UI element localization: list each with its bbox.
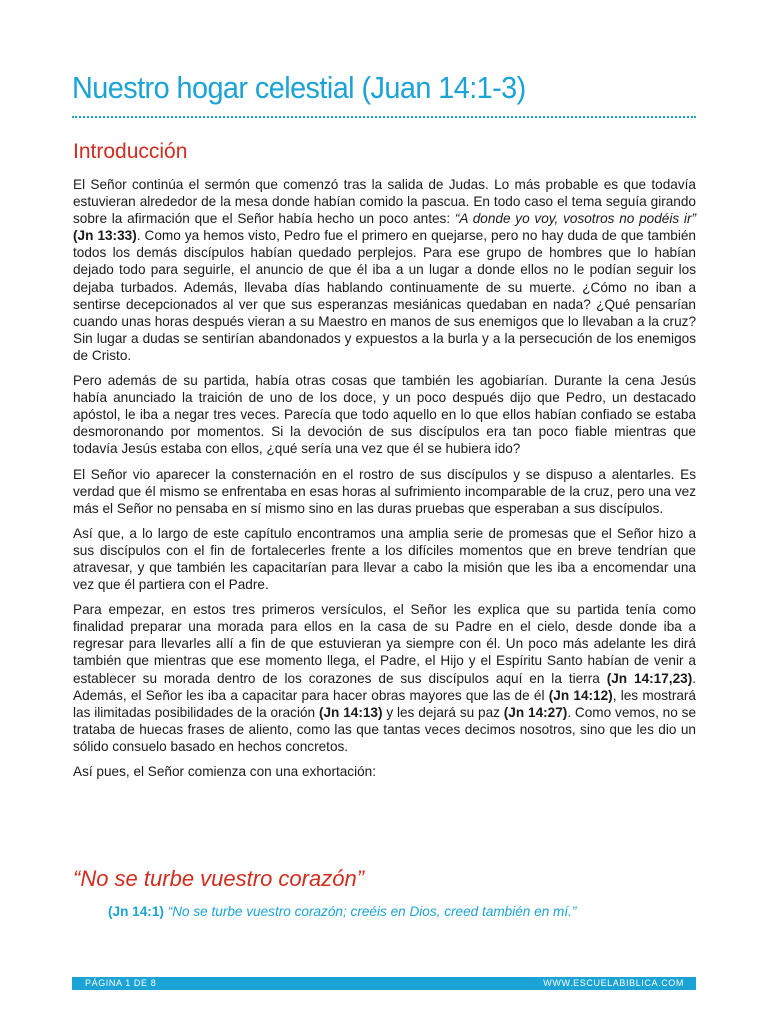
scripture-quote: “A donde yo voy, vosotros no podéis ir” [454,211,696,227]
website-link[interactable]: WWW.ESCUELABIBLICA.COM [543,978,684,988]
page-number: PÁGINA 1 DE 8 [85,978,157,988]
paragraph-5-text-d: y les dejará su paz [382,704,504,720]
paragraph-5-text-a: Para empezar, en estos tres primeros versículos, el Señor les explica que su partida tenía como finalidad preparar una morada para ellos en la casa de su Padre en el cielo, desde donde iba a regresar para llevarles allí a fin de que estuvieran ya siempre con él. Un poco más adelante les dirá también que mientras que ese momento llega, el Padre, el Hijo y el Espíritu Santo habían de venir a establecer su morada dentro de los corazones de sus discípulos aquí en la tierra [73,602,696,686]
section-heading-introduccion: Introducción [73,140,188,163]
scripture-reference: (Jn 13:33) [73,228,137,244]
subheading-no-se-turbe: “No se turbe vuestro corazón” [73,866,365,891]
paragraph-5-text-b: . Además, el Señor les iba a capacitar para hacer obras mayores que las de él [73,670,697,703]
paragraph-6: Así pues, el Señor comienza con una exhortación: [73,764,377,779]
scripture-reference: (Jn 14:27) [503,704,568,720]
body-text [73,176,696,788]
paragraph-5 [73,601,696,755]
scripture-reference: (Jn 14:13) [318,704,383,720]
paragraph-2: Pero además de su partida, había otras cosas que también les agobiarían. Durante la cena Jesús había anunciado la traición de uno de los doce, y un poco después dijo que Pedro, un destacado apóstol, le iba a negar tres veces. Parecía que todo aquello en lo que ellos habían confiado se estaba desmoronando por momentos. Si la devoción de sus discípulos era tan poco fiable mientras que todavía Jesús estaba con ellos, ¿qué sería una vez que él se hubiera ido? [73,373,696,457]
verse-text: “No se turbe vuestro corazón; creéis en Dios, creed también en mí.” [167,904,577,919]
paragraph-1-text-b: . Como ya hemos visto, Pedro fue el primero en quejarse, pero no hay duda de que también todos los demás discípulos habían quedado perplejos. Para ese grupo de hombres que lo habían dejado todo para seguirle, el anuncio de que él iba a un lugar a donde ellos no le podían seguir los dejaba turbados. Además, llevaba días hablando continuamente de su muerte. ¿Cómo no iban a sentirse decepcionados al ver que sus esperanzas mesiánicas quedaban en nada? ¿Qué pensarían cuando unas horas después vieran a su Maestro en manos de sus enemigos que lo llevaban a la cruz? Sin lugar a dudas se sentirían abandonados y expuestos a la burla y a la persecución de los enemigos de Cristo. [73,228,696,363]
title-divider [72,116,696,118]
paragraph-5-text-e: . Como vemos, no se trataba de huecas frases de aliento, como las que tantas veces decimos nosotros, sino que les dio un sólido consuelo basado en hechos concretos. [73,704,697,754]
paragraph-3: El Señor vio aparecer la consternación en el rostro de sus discípulos y se dispuso a alentarles. Es verdad que él mismo se enfrentaba en esas horas al sufrimiento incomparable de la cruz, pero una vez más el Señor no pensaba en sí mismo sino en las duras pruebas que esperaban a sus discípulos. [73,466,696,516]
footer-bar [72,977,696,990]
verse-reference: (Jn 14:1) [108,904,164,919]
paragraph-1-text-a: El Señor continúa el sermón que comenzó tras la salida de Judas. Lo más probable es que todavía estuvieran alrededor de la mesa donde habían comido la pascua. En todo caso el tema seguía girando sobre la afirmación que el Señor había hecho un poco antes: [73,177,696,227]
paragraph-4: Así que, a lo largo de este capítulo encontramos una amplia serie de promesas que el Señor hizo a sus discípulos con el fin de fortalecerles frente a los difíciles momentos que en breve tendrían que atravesar, y que también les capacitarían para llevar a cabo la misión que les iba a encomendar una vez que él partiera con el Padre. [73,525,696,593]
scripture-reference: (Jn 14:17,23) [606,670,693,686]
paragraph-1 [73,176,696,364]
page-title: Nuestro hogar celestial (Juan 14:1-3) [72,70,526,105]
paragraph-5-text-c: , les mostrará las ilimitadas posibilidades de la oración [73,687,696,720]
scripture-reference: (Jn 14:12) [548,687,613,703]
verse-quote [108,904,708,919]
